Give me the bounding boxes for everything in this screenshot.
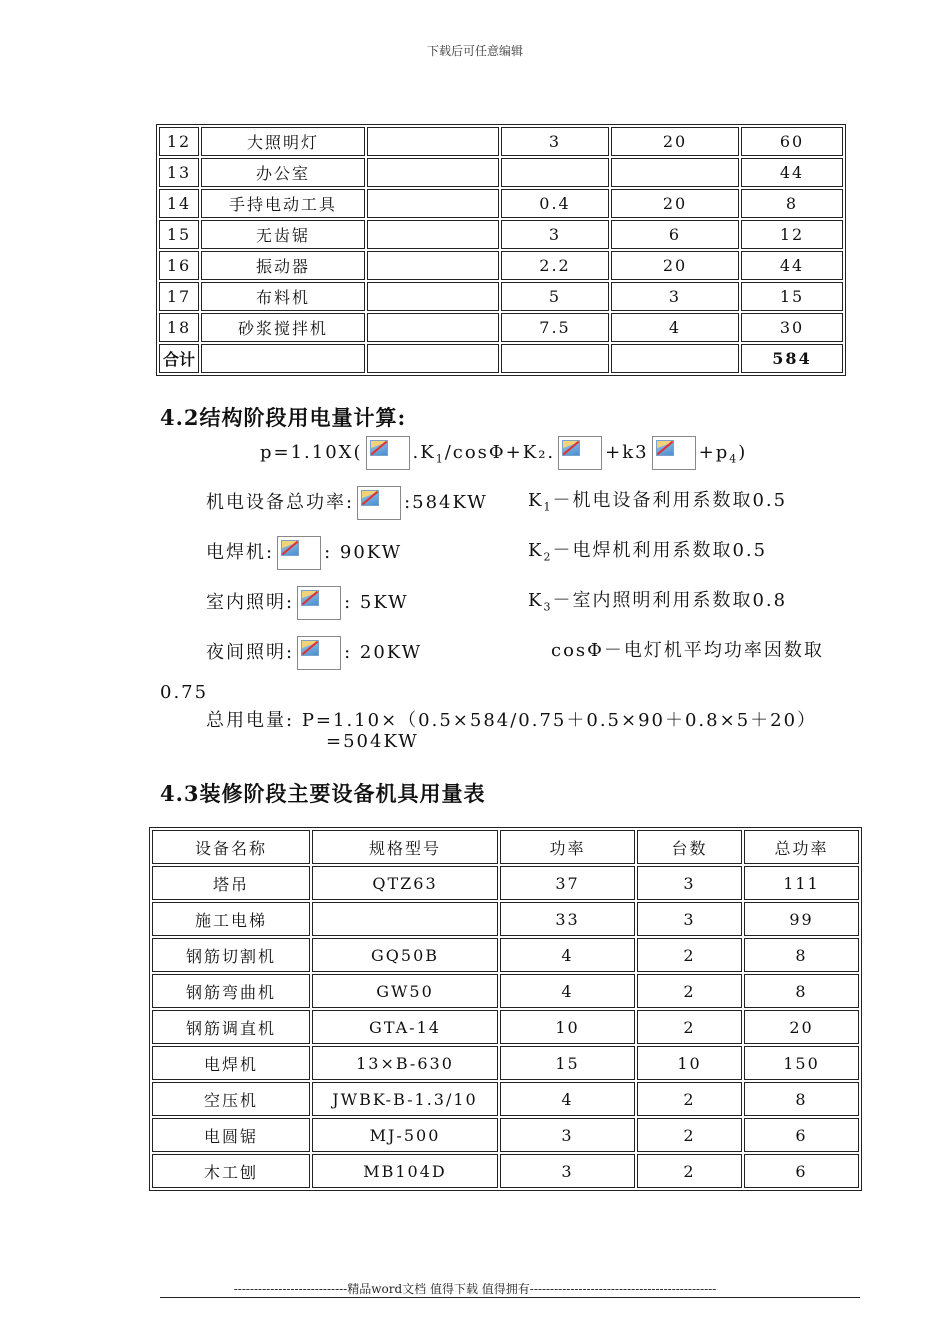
calc-line-night — [206, 636, 422, 670]
table-cell: 大照明灯 — [201, 127, 365, 156]
table-cell — [611, 344, 739, 373]
coef-text: －电灯机平均功率因数取 — [603, 640, 824, 661]
coef-symbol: cosΦ — [551, 640, 604, 661]
broken-image-icon — [357, 486, 401, 520]
table-cell: 4 — [611, 313, 739, 342]
line-value: : 20KW — [344, 642, 423, 663]
table-cell: GW50 — [312, 974, 498, 1008]
column-header: 总功率 — [744, 830, 859, 864]
table-cell: 8 — [741, 189, 843, 218]
table-cell — [501, 158, 609, 187]
formula-part-c: /cosΦ+K₂. — [444, 442, 556, 463]
table-header-row — [152, 830, 859, 864]
table-row — [159, 158, 843, 187]
broken-image-icon — [366, 436, 410, 470]
page-footer: ----------------------------精品word文档 值得下载 值得拥有---------------------------------------------- — [233, 1282, 717, 1296]
table-cell — [367, 344, 499, 373]
table-row — [152, 1046, 859, 1080]
table-cell: 20 — [611, 127, 739, 156]
total-label: 总用电量: — [206, 710, 295, 731]
formula-part-e: +p — [698, 442, 730, 463]
table-cell: 0.4 — [501, 189, 609, 218]
coef-symbol: K — [528, 590, 544, 611]
coef-sub: 1 — [543, 500, 553, 514]
power-formula — [260, 436, 747, 470]
table-cell — [367, 220, 499, 249]
table-cell: 20 — [611, 251, 739, 280]
calc-coef-mech — [528, 486, 787, 514]
table-cell: 18 — [159, 313, 199, 342]
wrapped-value: 0.75 — [160, 682, 209, 703]
formula-sub-e: 4 — [729, 452, 739, 466]
table-cell: 3 — [500, 1118, 635, 1152]
broken-image-icon — [297, 636, 341, 670]
table-cell: 99 — [744, 902, 859, 936]
table-cell: 111 — [744, 866, 859, 900]
footer-rule — [160, 1297, 860, 1298]
table-cell: 3 — [637, 866, 742, 900]
table-cell: 2 — [637, 974, 742, 1008]
table-row — [152, 1082, 859, 1116]
total-row — [159, 344, 843, 373]
table-cell: 3 — [500, 1154, 635, 1188]
table-row — [159, 313, 843, 342]
table-cell: 钢筋调直机 — [152, 1010, 310, 1044]
formula-part-b: .K — [412, 442, 436, 463]
page-header: 下载后可任意编辑 — [426, 44, 523, 58]
table-row — [159, 189, 843, 218]
table-cell: GQ50B — [312, 938, 498, 972]
line-label: 夜间照明: — [206, 642, 295, 663]
table-row — [159, 251, 843, 280]
column-header: 规格型号 — [312, 830, 498, 864]
table-cell — [611, 158, 739, 187]
table-cell: 振动器 — [201, 251, 365, 280]
table-cell: 6 — [744, 1154, 859, 1188]
table-cell: 8 — [744, 1082, 859, 1116]
table-cell: 4 — [500, 974, 635, 1008]
table-cell: 4 — [500, 938, 635, 972]
line-label: 室内照明: — [206, 592, 295, 613]
table-cell: 6 — [744, 1118, 859, 1152]
coef-symbol: K — [528, 540, 544, 561]
formula-part-a: p=1.10X( — [260, 442, 363, 463]
total-power-line — [206, 706, 817, 732]
coef-symbol: K — [528, 490, 544, 511]
line-value: :584KW — [404, 492, 488, 513]
table-cell: 44 — [741, 158, 843, 187]
calc-line-mech — [206, 486, 488, 520]
table-cell: 10 — [500, 1010, 635, 1044]
coef-sub: 2 — [543, 550, 553, 564]
table-cell: 2 — [637, 1082, 742, 1116]
table-cell: GTA-14 — [312, 1010, 498, 1044]
table-cell: MJ-500 — [312, 1118, 498, 1152]
table-cell: 电圆锯 — [152, 1118, 310, 1152]
table-cell: 3 — [501, 220, 609, 249]
table-cell: 3 — [637, 902, 742, 936]
calc-coef-welder — [528, 536, 767, 564]
table-cell: 3 — [501, 127, 609, 156]
table-cell: 2 — [637, 1118, 742, 1152]
line-value: : 5KW — [344, 592, 409, 613]
table-row — [152, 1010, 859, 1044]
table-cell: QTZ63 — [312, 866, 498, 900]
table-cell: 20 — [744, 1010, 859, 1044]
table-cell — [367, 251, 499, 280]
table-cell — [367, 282, 499, 311]
table-cell: 办公室 — [201, 158, 365, 187]
table-cell: 木工刨 — [152, 1154, 310, 1188]
total-label-cell: 合计 — [159, 344, 199, 373]
table-cell: 13×B-630 — [312, 1046, 498, 1080]
table-cell: JWBK-B-1.3/10 — [312, 1082, 498, 1116]
coef-text: －室内照明利用系数取0.8 — [552, 590, 788, 611]
table-cell: 30 — [741, 313, 843, 342]
table-row — [152, 1154, 859, 1188]
table-cell: 37 — [500, 866, 635, 900]
coef-text: －机电设备利用系数取0.5 — [552, 490, 788, 511]
table-cell: 12 — [159, 127, 199, 156]
table-cell: 3 — [611, 282, 739, 311]
table-cell: 砂浆搅拌机 — [201, 313, 365, 342]
table-cell: 44 — [741, 251, 843, 280]
formula-sub-b: 1 — [435, 452, 445, 466]
power-table-part1 — [156, 124, 846, 376]
table-cell: 空压机 — [152, 1082, 310, 1116]
table-cell — [367, 313, 499, 342]
table-cell: 2 — [637, 938, 742, 972]
table-row — [152, 938, 859, 972]
column-header: 设备名称 — [152, 830, 310, 864]
total-result: =504KW — [326, 731, 419, 752]
table-cell: 15 — [741, 282, 843, 311]
total-formula: P=1.10×（0.5×584/0.75＋0.5×90＋0.8×5＋20） — [301, 710, 818, 731]
table-cell: 2.2 — [501, 251, 609, 280]
section-4-3-heading: 4.3装修阶段主要设备机具用量表 — [160, 781, 486, 806]
table-cell: 33 — [500, 902, 635, 936]
table-cell: 手持电动工具 — [201, 189, 365, 218]
table-cell — [367, 189, 499, 218]
table-row — [159, 282, 843, 311]
coef-text: －电焊机利用系数取0.5 — [552, 540, 768, 561]
table-cell: 20 — [611, 189, 739, 218]
table-cell — [312, 902, 498, 936]
table-cell: 钢筋切割机 — [152, 938, 310, 972]
table-row — [159, 220, 843, 249]
coef-sub: 3 — [543, 600, 553, 614]
section-4-2-heading: 4.2结构阶段用电量计算: — [160, 405, 407, 430]
formula-part-d: +k3 — [605, 442, 649, 463]
table-cell — [501, 344, 609, 373]
formula-part-f: ) — [738, 442, 748, 463]
table-cell: 13 — [159, 158, 199, 187]
table-row — [152, 866, 859, 900]
table-cell: 2 — [637, 1154, 742, 1188]
table-cell: 8 — [744, 938, 859, 972]
total-value-cell: 584 — [741, 344, 843, 373]
table-cell: 2 — [637, 1010, 742, 1044]
table-cell: 无齿锯 — [201, 220, 365, 249]
line-label: 电焊机: — [206, 542, 275, 563]
table-cell: 4 — [500, 1082, 635, 1116]
table-cell: MB104D — [312, 1154, 498, 1188]
table-row — [152, 902, 859, 936]
broken-image-icon — [558, 436, 602, 470]
line-label: 机电设备总功率: — [206, 492, 355, 513]
table-cell: 60 — [741, 127, 843, 156]
table-cell: 15 — [500, 1046, 635, 1080]
table-cell: 15 — [159, 220, 199, 249]
calc-coef-indoor — [528, 586, 787, 614]
table-row — [152, 974, 859, 1008]
table-cell: 14 — [159, 189, 199, 218]
table-cell: 16 — [159, 251, 199, 280]
table-cell — [367, 158, 499, 187]
broken-image-icon — [652, 436, 696, 470]
column-header: 功率 — [500, 830, 635, 864]
broken-image-icon — [297, 586, 341, 620]
equipment-table — [149, 827, 862, 1191]
table-cell: 8 — [744, 974, 859, 1008]
table-cell: 7.5 — [501, 313, 609, 342]
line-value: : 90KW — [324, 542, 403, 563]
table-cell: 电焊机 — [152, 1046, 310, 1080]
table-cell: 施工电梯 — [152, 902, 310, 936]
calc-line-welder — [206, 536, 402, 570]
table-cell: 12 — [741, 220, 843, 249]
table-cell — [367, 127, 499, 156]
table-cell — [201, 344, 365, 373]
table-cell: 5 — [501, 282, 609, 311]
table-cell: 钢筋弯曲机 — [152, 974, 310, 1008]
table-cell: 布料机 — [201, 282, 365, 311]
table-cell: 17 — [159, 282, 199, 311]
broken-image-icon — [277, 536, 321, 570]
calc-line-indoor — [206, 586, 409, 620]
column-header: 台数 — [637, 830, 742, 864]
table-row — [159, 127, 843, 156]
table-cell: 塔吊 — [152, 866, 310, 900]
calc-coef-night — [551, 636, 824, 662]
table-cell: 10 — [637, 1046, 742, 1080]
table-row — [152, 1118, 859, 1152]
table-cell: 6 — [611, 220, 739, 249]
table-cell: 150 — [744, 1046, 859, 1080]
